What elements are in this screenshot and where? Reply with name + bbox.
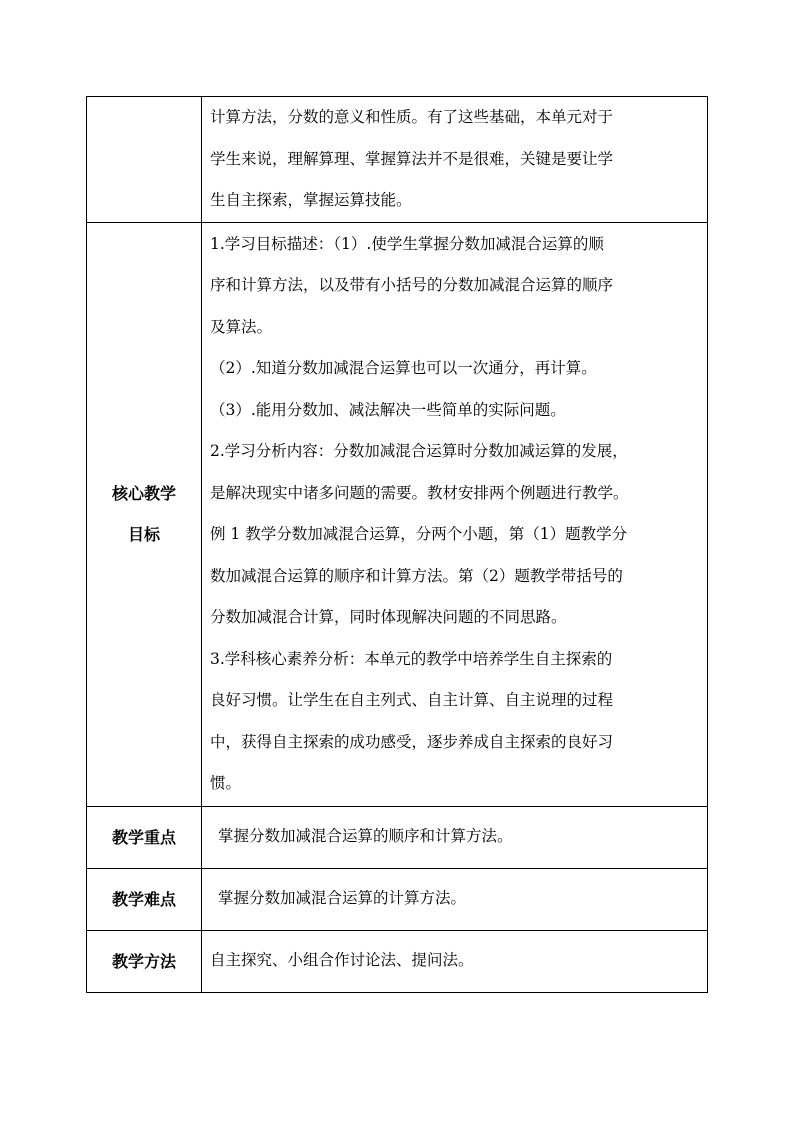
goals-line: 1.学习目标描述：（1）.使学生掌握分数加减混合运算的顺: [210, 234, 604, 253]
row-content-difficulties: 掌握分数加减混合运算的计算方法。: [202, 868, 708, 930]
goals-line: 例 1 教学分数加减混合运算，分两个小题，第（1）题教学分: [210, 525, 628, 543]
row-label-goals: [87, 222, 202, 806]
goals-line: 序和计算方法，以及带有小括号的分数加减混合运算的顺序: [210, 276, 614, 294]
goals-line: 分数加减混合计算，同时体现解决问题的不同思路。: [210, 608, 567, 626]
goals-line: 数加减混合运算的顺序和计算方法。第（2）题教学带括号的: [210, 566, 623, 585]
intro-line: 学生来说，理解算理、掌握算法并不是很难，关键是要让学: [210, 149, 614, 168]
goals-label-line1: 核心教学: [111, 484, 176, 503]
table-row-intro: [87, 97, 708, 223]
intro-line: 生自主探索，掌握运算技能。: [210, 191, 412, 209]
row-label-key-points: 教学重点: [87, 806, 202, 868]
goals-line: 3.学科核心素养分析：本单元的教学中培养学生自主探索的: [210, 649, 613, 668]
row-label-difficulties: 教学难点: [87, 868, 202, 930]
row-content-goals: [202, 222, 708, 806]
goals-line: 是解决现实中诸多问题的需要。教材安排两个例题进行教学。: [210, 483, 629, 502]
table-row-goals: [87, 222, 708, 806]
row-content-key-points: 掌握分数加减混合运算的顺序和计算方法。: [202, 806, 708, 868]
lesson-plan-table: [86, 96, 708, 993]
goals-line: （3）.能用分数加、减法解决一些简单的实际问题。: [210, 400, 566, 419]
row-content-methods: 自主探究、小组合作讨论法、提问法。: [202, 930, 708, 992]
row-label-intro: [87, 97, 202, 223]
table-row-difficulties: [87, 868, 708, 930]
intro-line: 计算方法，分数的意义和性质。有了这些基础，本单元对于: [210, 108, 614, 126]
goals-line: 中，获得自主探索的成功感受，逐步养成自主探索的良好习: [210, 732, 614, 751]
table-row-key-points: [87, 806, 708, 868]
goals-line: 良好习惯。让学生在自主列式、自主计算、自主说理的过程: [210, 691, 614, 709]
goals-label-line2: 目标: [127, 525, 160, 544]
row-content-intro: [202, 97, 708, 223]
row-label-methods: 教学方法: [87, 930, 202, 992]
goals-line: 及算法。: [210, 317, 273, 336]
goals-line: （2）.知道分数加减混合运算也可以一次通分，再计算。: [210, 359, 597, 377]
goals-line: 惯。: [210, 774, 242, 792]
goals-line: 2.学习分析内容：分数加减混合运算时分数加减运算的发展，: [210, 442, 628, 460]
table-row-methods: [87, 930, 708, 992]
